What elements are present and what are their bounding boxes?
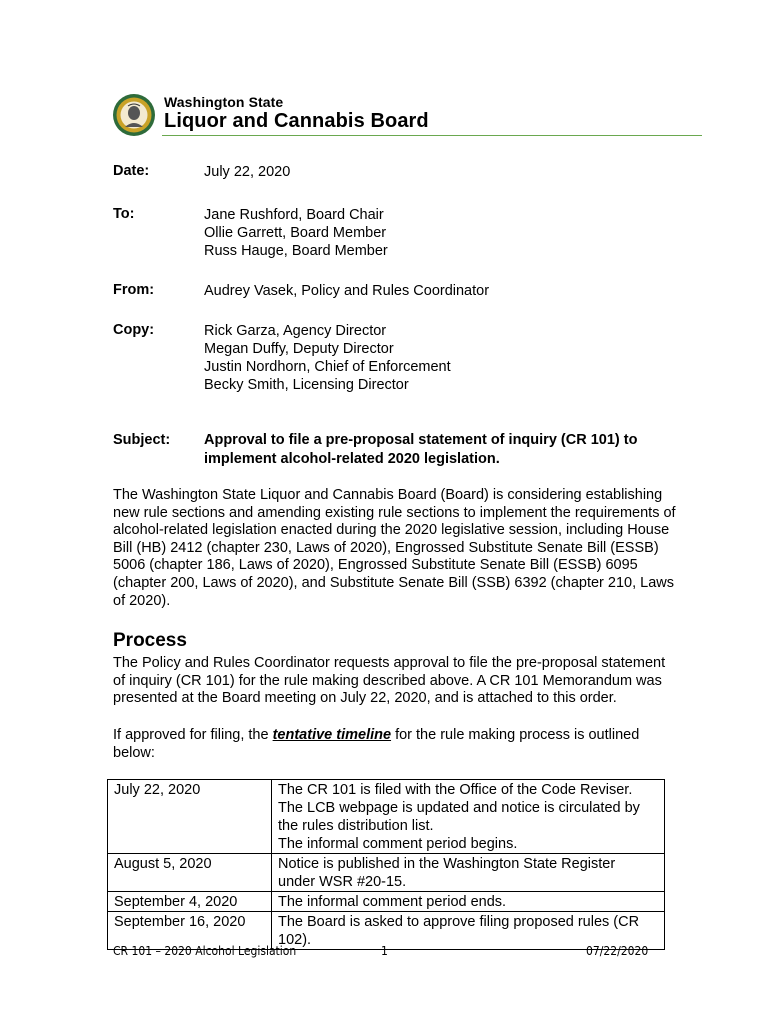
paragraph-line: Bill (HB) 2412 (chapter 230, Laws of 2020), Engrossed Substitute Senate Bill (ESSB) bbox=[113, 539, 659, 556]
date-label: Date: bbox=[113, 163, 150, 179]
header-rule bbox=[162, 135, 702, 136]
timeline-description: The informal comment period ends. bbox=[272, 892, 665, 912]
date-value: July 22, 2020 bbox=[204, 164, 291, 180]
copy-recipient: Becky Smith, Licensing Director bbox=[204, 377, 409, 393]
subject-text bbox=[204, 431, 637, 469]
intro-paragraph bbox=[113, 487, 703, 610]
paragraph-line: If approved for filing, the tentative timeline for the rule making process is outlined bbox=[113, 727, 640, 743]
paragraph-line: below: bbox=[113, 744, 155, 761]
process-heading: Process bbox=[113, 630, 187, 651]
table-row bbox=[108, 780, 665, 854]
timeline-date: September 4, 2020 bbox=[108, 892, 272, 912]
copy-label: Copy: bbox=[113, 322, 155, 338]
timeline-date: July 22, 2020 bbox=[108, 780, 272, 854]
timeline-date: September 16, 2020 bbox=[108, 912, 272, 950]
copy-recipient: Rick Garza, Agency Director bbox=[204, 323, 387, 339]
copy-recipient: Megan Duffy, Deputy Director bbox=[204, 341, 394, 357]
to-recipient: Ollie Garrett, Board Member bbox=[204, 225, 387, 241]
paragraph-line: presented at the Board meeting on July 22, 2020, and is attached to this order. bbox=[113, 690, 617, 707]
timeline-intro bbox=[113, 727, 703, 762]
to-recipients bbox=[204, 206, 388, 260]
state-seal-icon bbox=[112, 93, 156, 137]
paragraph-line: alcohol-related legislation enacted during the 2020 legislative session, including House bbox=[113, 522, 670, 539]
paragraph-line: new rule sections and amending existing rule sections to implement the requirements of bbox=[113, 504, 676, 521]
footer-title: CR 101 – 2020 Alcohol Legislation bbox=[113, 944, 297, 958]
table-row bbox=[108, 892, 665, 912]
org-name-line1: Washington State bbox=[164, 94, 284, 110]
tentative-timeline-emphasis: tentative timeline bbox=[272, 727, 392, 743]
timeline-description: Notice is published in the Washington State Register under WSR #20-15. bbox=[272, 854, 665, 892]
copy-recipient: Justin Nordhorn, Chief of Enforcement bbox=[204, 359, 451, 375]
to-recipient: Russ Hauge, Board Member bbox=[204, 243, 388, 259]
timeline-date: August 5, 2020 bbox=[108, 854, 272, 892]
subject-label: Subject: bbox=[113, 432, 171, 448]
to-label: To: bbox=[113, 206, 135, 222]
from-label: From: bbox=[113, 282, 155, 298]
subject-line: implement alcohol-related 2020 legislation. bbox=[204, 451, 500, 467]
copy-recipients bbox=[204, 322, 451, 394]
paragraph-line: 5006 (chapter 186, Laws of 2020), Engrossed Substitute Senate Bill (ESSB) 6095 bbox=[113, 557, 638, 574]
paragraph-line: of 2020). bbox=[113, 592, 171, 609]
letterhead bbox=[112, 92, 702, 138]
paragraph-line: of inquiry (CR 101) for the rule making described above. A CR 101 Memorandum was bbox=[113, 672, 662, 689]
table-row bbox=[108, 854, 665, 892]
footer-page-number: 1 bbox=[381, 944, 388, 958]
from-value: Audrey Vasek, Policy and Rules Coordinator bbox=[204, 283, 490, 299]
process-paragraph bbox=[113, 655, 703, 708]
paragraph-line: The Washington State Liquor and Cannabis Board (Board) is considering establishing bbox=[113, 487, 663, 503]
org-name-line2: Liquor and Cannabis Board bbox=[164, 110, 429, 132]
footer-date: 07/22/2020 bbox=[586, 944, 649, 958]
paragraph-line: The Policy and Rules Coordinator requests approval to file the pre-proposal statement bbox=[113, 655, 666, 671]
timeline-description: The CR 101 is filed with the Office of the Code Reviser. The LCB webpage is updated and notice is circulated by the rules distribution list. The informal comment period begins. bbox=[272, 780, 665, 854]
timeline-description: The Board is asked to approve filing proposed rules (CR 102). bbox=[272, 912, 665, 950]
timeline-table bbox=[107, 779, 665, 950]
paragraph-line: (chapter 200, Laws of 2020), and Substitute Senate Bill (SSB) 6392 (chapter 210, Laws bbox=[113, 574, 675, 591]
subject-line: Approval to file a pre-proposal statement of inquiry (CR 101) to bbox=[204, 432, 638, 448]
to-recipient: Jane Rushford, Board Chair bbox=[204, 207, 384, 223]
